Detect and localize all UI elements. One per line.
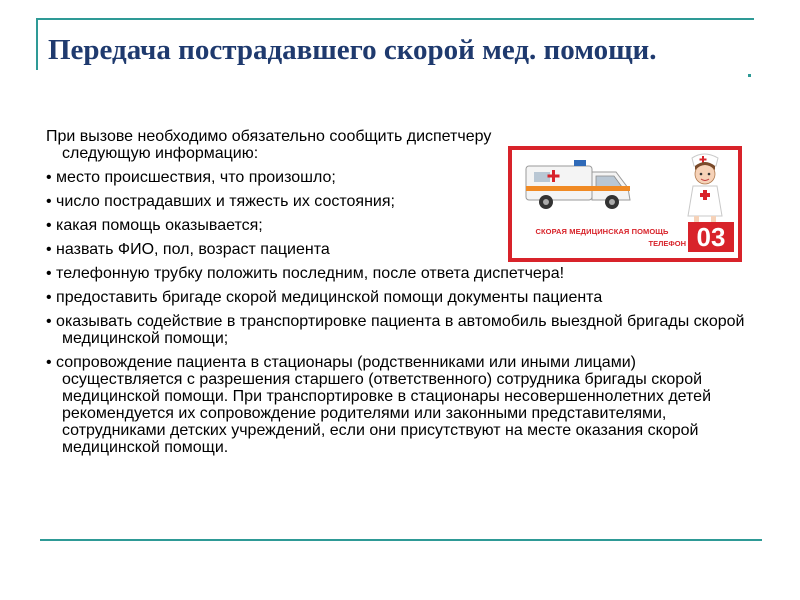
bullet-transport: • оказывать содействие в транспортировке пациента в автомобиль выездной бригады скорой медицинской помощи; <box>46 313 745 347</box>
bullet-phone: • телефонную трубку положить последним, после ответа диспетчера! <box>46 265 565 282</box>
bullet-patient-info: • назвать ФИО, пол, возраст пациента <box>46 241 330 258</box>
emergency-number: 03 <box>688 222 734 252</box>
frame-line-left <box>36 18 38 70</box>
frame-line-top <box>36 18 754 20</box>
intro-paragraph: При вызове необходимо обязательно сообщить диспетчеру следующую информацию: <box>46 128 492 162</box>
phone-label: ТЕЛЕФОН <box>648 239 686 248</box>
frame-dot <box>748 74 751 77</box>
bullet-documents: • предоставить бригаде скорой медицинской помощи документы пациента <box>46 289 603 306</box>
ambulance-card <box>508 146 742 262</box>
bullet-victims: • число пострадавших и тяжесть их состояния; <box>46 193 395 210</box>
slide-title: Передача пострадавшего скорой мед. помощи. <box>48 34 657 66</box>
bullet-escort: • сопровождение пациента в стационары (родственниками или иными лицами) осуществляется с разрешения старшего (ответственного) сотрудника бригады скорой медицинской помощи. При транспортировке в стационары несовершеннолетних детей рекомендуется их сопровождение родителями или законными представителями, сотрудниками детских учреждений, если они присутствуют на месте оказания скорой медицинской помощи. <box>46 354 711 456</box>
frame-line-bottom <box>40 539 762 541</box>
ambulance-icon <box>526 160 630 209</box>
nurse-icon <box>688 154 722 226</box>
bullet-location: • место происшествия, что произошло; <box>46 169 336 186</box>
bullet-help: • какая помощь оказывается; <box>46 217 263 234</box>
ambulance-caption: СКОРАЯ МЕДИЦИНСКАЯ ПОМОЩЬ <box>535 227 669 236</box>
